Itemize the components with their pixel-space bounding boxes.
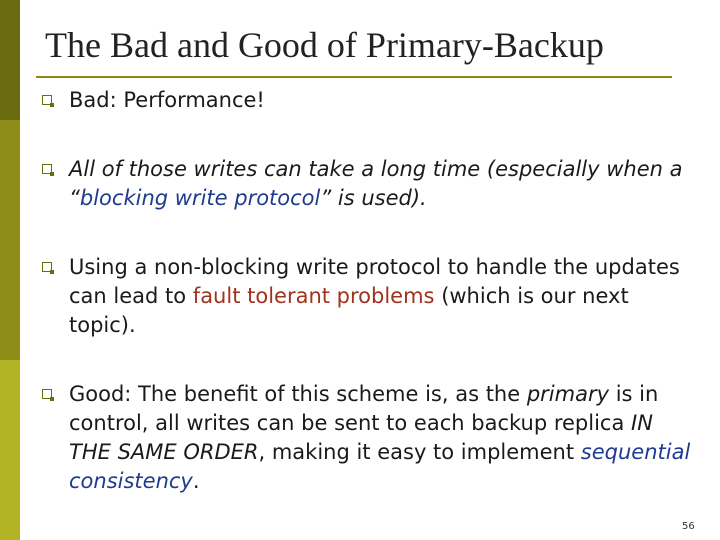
fault-tolerant-highlight: fault tolerant problems <box>192 284 435 308</box>
bullet-3-part2: (which is our next topic). <box>69 284 629 337</box>
bullet-4-text <box>69 380 699 496</box>
bullet-2-part1: All of those writes can take a long time (especially when a “ <box>69 157 683 210</box>
bullet-2-part2: ” is used). <box>320 186 427 210</box>
bullet-4-part3: , making it easy to implement <box>258 440 581 464</box>
bullet-square-icon <box>42 389 52 399</box>
bullet-1-text <box>69 86 699 115</box>
bullet-square-icon <box>42 262 52 272</box>
bullet-3-text <box>69 253 699 340</box>
slide-title: The Bad and Good of Primary-Backup <box>45 25 604 65</box>
bullet-1-label: Bad: Performance! <box>69 88 265 112</box>
side-bar-dark <box>0 0 20 120</box>
bullet-2-text <box>69 155 699 213</box>
sequential-consistency-highlight: sequential consistency <box>69 440 691 493</box>
bullet-3-part1: Using a non-blocking write protocol to handle the updates can lead to <box>69 255 680 308</box>
primary-italic: primary <box>526 382 610 406</box>
bullet-square-icon <box>42 95 52 105</box>
side-bar-mid <box>0 120 20 360</box>
blocking-write-protocol-highlight: blocking write protocol <box>79 186 321 210</box>
title-underline <box>36 76 672 78</box>
side-bar-light <box>0 360 20 540</box>
bullet-4-part4: . <box>192 469 200 493</box>
bullet-4-part2: is in control, all writes can be sent to each backup replica <box>69 382 659 435</box>
page-number: 56 <box>682 521 695 532</box>
same-order-italic: IN THE SAME ORDER <box>69 411 653 464</box>
bullet-4-part1: Good: The benefit of this scheme is, as the <box>69 382 527 406</box>
bullet-square-icon <box>42 164 52 174</box>
